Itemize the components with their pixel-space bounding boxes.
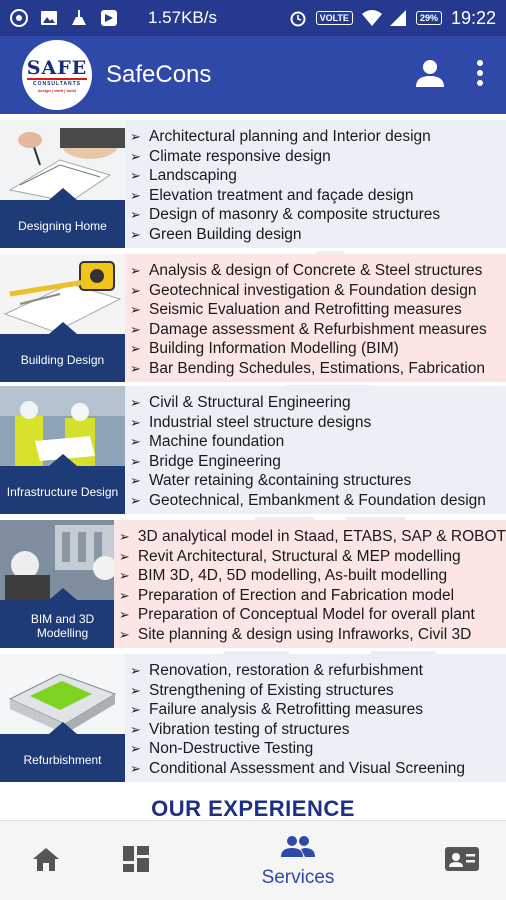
clock: 19:22 bbox=[450, 7, 496, 28]
service-thumbnail bbox=[0, 386, 125, 514]
service-label: Designing Home bbox=[0, 200, 125, 248]
service-row-refurbishment[interactable] bbox=[0, 654, 506, 785]
list-item: ➢ Elevation treatment and façade design bbox=[130, 186, 414, 204]
arrow-bullet-icon: ➢ bbox=[130, 321, 141, 337]
logo-tagline: design | draft | build bbox=[37, 87, 76, 93]
arrow-bullet-icon: ➢ bbox=[130, 129, 141, 144]
more-vert-icon[interactable] bbox=[476, 59, 484, 92]
arrow-bullet-icon: ➢ bbox=[118, 529, 130, 544]
arrow-bullet-icon: ➢ bbox=[130, 721, 141, 737]
list-item: ➢ Conditional Assessment and Visual Screening bbox=[130, 759, 465, 777]
service-row-building-design[interactable] bbox=[0, 254, 506, 385]
arrow-bullet-icon: ➢ bbox=[130, 207, 141, 222]
service-list bbox=[125, 254, 506, 382]
arrow-bullet-icon: ➢ bbox=[130, 702, 141, 717]
list-item: ➢ Site planning & design using Infraworks, Civil 3D bbox=[118, 625, 472, 643]
app-logo[interactable] bbox=[22, 40, 92, 110]
service-thumbnail bbox=[0, 520, 114, 648]
list-item: ➢ Revit Architectural, Structural & MEP modelling bbox=[118, 547, 461, 565]
nav-services-label: Services bbox=[261, 866, 335, 888]
arrow-bullet-icon: ➢ bbox=[130, 341, 141, 356]
arrow-bullet-icon: ➢ bbox=[130, 282, 141, 298]
account-icon[interactable] bbox=[414, 57, 446, 94]
list-item: ➢ Civil & Structural Engineering bbox=[130, 394, 351, 411]
service-label: Building Design bbox=[0, 334, 125, 382]
app-bar bbox=[0, 36, 506, 114]
arrow-bullet-icon: ➢ bbox=[118, 587, 130, 603]
arrow-bullet-icon: ➢ bbox=[118, 548, 130, 564]
people-icon bbox=[281, 834, 315, 863]
list-item: ➢ Geotechnical, Embankment & Foundation design bbox=[130, 491, 486, 509]
list-item: ➢ Strengthening of Existing structures bbox=[130, 681, 394, 699]
arrow-bullet-icon: ➢ bbox=[130, 360, 141, 376]
list-item: ➢ Preparation of Erection and Fabrication model bbox=[118, 586, 455, 604]
list-item: ➢ Preparation of Conceptual Model for overall plant bbox=[118, 606, 475, 623]
service-list bbox=[125, 120, 506, 248]
home-icon bbox=[32, 846, 60, 877]
gallery-icon bbox=[40, 9, 58, 27]
list-item: ➢ Seismic Evaluation and Retrofitting measures bbox=[130, 301, 462, 318]
arrow-bullet-icon: ➢ bbox=[130, 473, 141, 488]
nav-contact[interactable] bbox=[442, 821, 482, 900]
list-item: ➢ Bridge Engineering bbox=[130, 452, 281, 470]
list-item: ➢ BIM 3D, 4D, 5D modelling, As-built modelling bbox=[118, 567, 448, 584]
list-item: ➢ Geotechnical investigation & Foundation design bbox=[130, 281, 477, 299]
arrow-bullet-icon: ➢ bbox=[130, 187, 141, 203]
arrow-bullet-icon: ➢ bbox=[130, 682, 141, 698]
arrow-bullet-icon: ➢ bbox=[130, 168, 141, 183]
service-list bbox=[114, 520, 506, 648]
list-item: ➢ Design of masonry & composite structures bbox=[130, 206, 441, 223]
cleaner-icon bbox=[70, 9, 88, 27]
status-bar bbox=[0, 0, 506, 36]
nav-services[interactable] bbox=[248, 821, 348, 900]
list-item: ➢ Industrial steel structure designs bbox=[130, 413, 372, 431]
service-thumbnail bbox=[0, 120, 125, 248]
services-content[interactable] bbox=[0, 114, 506, 820]
list-item: ➢ Failure analysis & Retrofitting measures bbox=[130, 701, 423, 718]
list-item: ➢ Water retaining &containing structures bbox=[130, 472, 412, 489]
contact-card-icon bbox=[444, 845, 480, 878]
service-list bbox=[125, 654, 506, 782]
alarm-icon bbox=[289, 9, 307, 27]
list-item: ➢ Analysis & design of Concrete & Steel structures bbox=[130, 262, 483, 279]
list-item: ➢ Landscaping bbox=[130, 167, 237, 184]
wifi-icon bbox=[362, 9, 380, 27]
service-row-infrastructure-design[interactable] bbox=[0, 386, 506, 517]
arrow-bullet-icon: ➢ bbox=[118, 568, 130, 583]
network-speed: 1.57KB/s bbox=[148, 8, 217, 27]
list-item: ➢ Bar Bending Schedules, Estimations, Fabrication bbox=[130, 359, 486, 377]
bottom-navigation bbox=[0, 820, 506, 900]
service-label: Refurbishment bbox=[0, 734, 125, 782]
list-item: ➢ 3D analytical model in Staad, ETABS, SAP & ROBOT bbox=[118, 528, 506, 545]
volte-badge: VOLTE bbox=[316, 11, 353, 25]
list-item: ➢ Building Information Modelling (BIM) bbox=[130, 340, 399, 357]
arrow-bullet-icon: ➢ bbox=[130, 663, 141, 678]
chrome-icon bbox=[10, 9, 28, 27]
experience-heading: OUR EXPERIENCE bbox=[151, 796, 355, 820]
arrow-bullet-icon: ➢ bbox=[130, 760, 141, 776]
service-row-designing-home[interactable] bbox=[0, 120, 506, 251]
app-title: SafeCons bbox=[106, 61, 212, 88]
dashboard-icon bbox=[122, 845, 150, 878]
list-item: ➢ Damage assessment & Refurbishment measures bbox=[130, 320, 487, 338]
arrow-bullet-icon: ➢ bbox=[130, 453, 141, 469]
list-item: ➢ Machine foundation bbox=[130, 433, 285, 450]
app-notification-icon bbox=[100, 9, 118, 27]
service-label: Infrastructure Design bbox=[0, 466, 125, 514]
nav-home[interactable] bbox=[28, 821, 64, 900]
arrow-bullet-icon: ➢ bbox=[130, 148, 141, 164]
arrow-bullet-icon: ➢ bbox=[118, 607, 130, 622]
list-item: ➢ Renovation, restoration & refurbishment bbox=[130, 662, 423, 679]
arrow-bullet-icon: ➢ bbox=[130, 302, 141, 317]
arrow-bullet-icon: ➢ bbox=[130, 492, 141, 508]
logo-text: SAFE bbox=[26, 56, 88, 79]
arrow-bullet-icon: ➢ bbox=[130, 395, 141, 410]
arrow-bullet-icon: ➢ bbox=[130, 434, 141, 449]
service-thumbnail bbox=[0, 654, 125, 782]
list-item: ➢ Non-Destructive Testing bbox=[130, 740, 314, 757]
nav-dashboard[interactable] bbox=[118, 821, 154, 900]
service-row-bim-modelling[interactable] bbox=[0, 520, 506, 651]
signal-icon bbox=[389, 9, 407, 27]
list-item: ➢ Climate responsive design bbox=[130, 147, 331, 165]
battery-level: 29% bbox=[416, 11, 442, 25]
service-label: BIM and 3D Modelling bbox=[0, 600, 114, 648]
arrow-bullet-icon: ➢ bbox=[130, 741, 141, 756]
service-list bbox=[125, 386, 506, 514]
service-thumbnail bbox=[0, 254, 125, 382]
list-item: ➢ Vibration testing of structures bbox=[130, 720, 350, 738]
arrow-bullet-icon: ➢ bbox=[118, 626, 130, 642]
logo-subtext: CONSULTANTS bbox=[32, 80, 82, 87]
arrow-bullet-icon: ➢ bbox=[130, 263, 141, 278]
list-item: ➢ Green Building design bbox=[130, 225, 302, 243]
arrow-bullet-icon: ➢ bbox=[130, 414, 141, 430]
arrow-bullet-icon: ➢ bbox=[130, 226, 141, 242]
list-item: ➢ Architectural planning and Interior design bbox=[130, 128, 431, 145]
